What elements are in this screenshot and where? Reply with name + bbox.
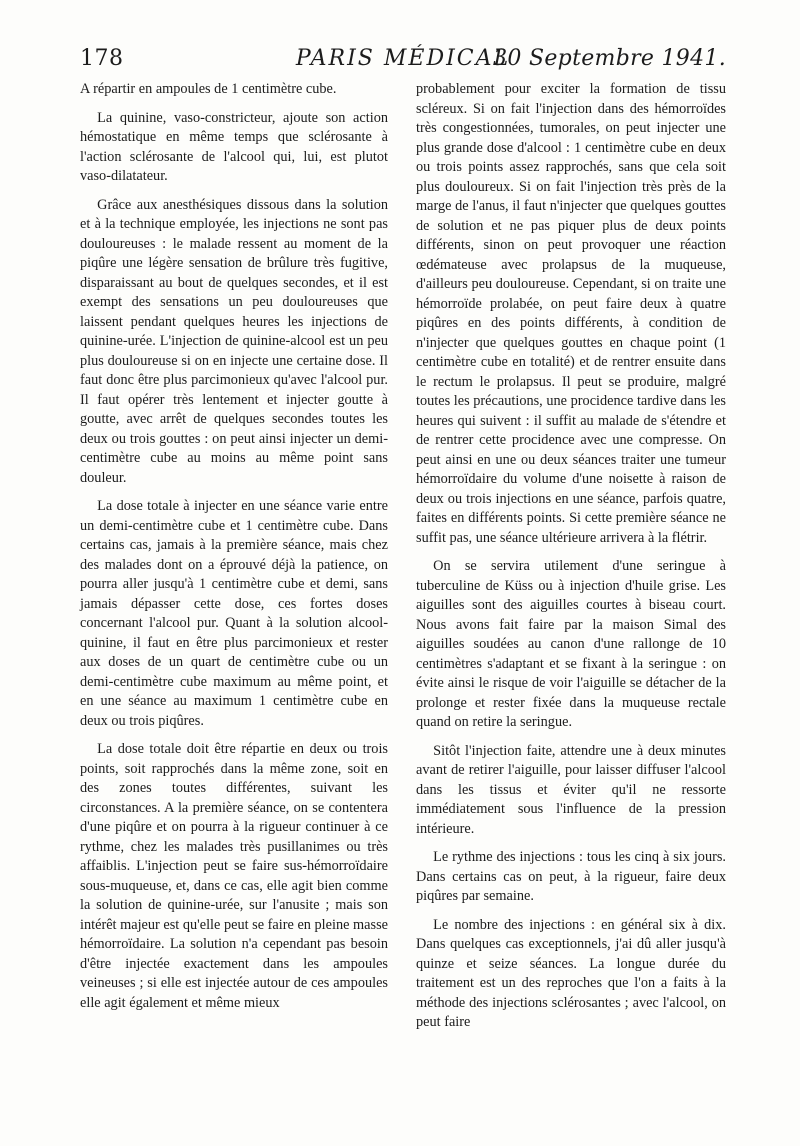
left-column	[80, 80, 388, 1022]
paragraph: La dose totale à injecter en une séance varie entre un demi-centimètre cube et 1 centimètre cube. Dans certains cas, jamais à la première séance, mais chez des malades dont on a éprouvé déjà la patience, on pourra aller jusqu'à 1 centimètre cube et demi, sans jamais dépasser cette dose, ces fortes doses concernant l'alcool pur. Quant à la solution alcool-quinine, il faut en être plus parcimonieux et rester aux doses de un quart de centimètre cube ou un demi-centimètre cube maximum au même point, et en une séance au maximum 1 centimètre cube en deux ou trois piqûres.	[80, 498, 388, 729]
paragraph: La dose totale doit être répartie en deux ou trois points, soit rapprochés dans la même zone, soit en des zones toutes différentes, suivant les circonstances. A la première séance, on se contentera d'une piqûre et on pourra à la rigueur continuer à ce rythme, chez les malades très pusillanimes ou très affaiblis. L'injection peut se faire sus-hémorroïdaire sous-muqueuse, et, dans ce cas, elle agit bien comme la solution de quinine-urée, sur l'anusite ; mais son intérêt majeur est qu'elle peut se faire en pleine masse hémorroïdaire. La solution n'a cependant pas besoin d'être injectée exactement dans les ampoules veineuses ; si elle est injectée autour de ces ampoules elle agit également et même mieux	[80, 741, 388, 1011]
paragraph: On se servira utilement d'une seringue à tuberculine de Küss ou à injection d'huile grise. Les aiguilles sont des aiguilles courtes à biseau court. Nous avons fait faire par la maison Simal des aiguilles soudées au canon d'une rallonge de 10 centimètres s'adaptant et se fixant à la seringue : on évite ainsi le risque de voir l'aiguille se détacher de la prolonge et rester fixée dans la muqueuse rectale quand on retire la seringue.	[416, 558, 726, 730]
right-column	[416, 80, 726, 1042]
paragraph: Le nombre des injections : en général six à dix. Dans quelques cas exceptionnels, j'ai dû aller jusqu'à quinze et seize séances. La longue durée du traitement est un des reproches que l'on a faits à la méthode des injections sclérosantes ; avec l'alcool, on peut faire	[416, 916, 726, 1030]
paragraph: Le rythme des injections : tous les cinq à six jours. Dans certains cas on peut, à la rigueur, faire deux piqûres par semaine.	[416, 849, 726, 904]
paragraph: Sitôt l'injection faite, attendre une à deux minutes avant de retirer l'aiguille, pour laisser diffuser l'alcool dans les tissus et éviter qu'il ne ressorte immédiatement sous l'influence de la pression intérieure.	[416, 742, 726, 837]
running-head	[80, 46, 726, 76]
paragraph: A répartir en ampoules de 1 centimètre cube.	[80, 81, 337, 97]
page-number: 178	[80, 46, 124, 71]
issue-date: 30 Septembre 1941.	[493, 46, 726, 71]
journal-title: PARIS MÉDICAL	[295, 46, 511, 71]
paragraph: La quinine, vaso-constricteur, ajoute son action hémostatique en même temps que sclérosante à l'action sclérosante de l'alcool qui, lui, est plutot vaso-dilatateur.	[80, 109, 388, 184]
paragraph: Grâce aux anesthésiques dissous dans la solution et à la technique employée, les injections ne sont pas douloureuses : le malade ressent au moment de la piqûre une légère sensation de brûlure très fugitive, disparaissant au bout de quelques secondes, et il est exempt des sensations un peu douloureuses que laissent pendant quelques heures les injections de quinine-urée. L'injection de quinine-alcool est un peu plus douloureuse si on en injecte une certaine dose. Il faut donc être plus parcimonieux qu'avec l'alcool pur. Il faut opérer très lentement et injecter goutte à goutte, avec arrêt de quelques secondes toutes les deux ou trois gouttes : on peut ainsi injecter un demi-centimètre cube au moins au même point sans douleur.	[80, 196, 388, 486]
paragraph: probablement pour exciter la formation de tissu scléreux. Si on fait l'injection dans des hémorroïdes très congestionnées, tumorales, on peut injecter une plus grande dose d'alcool : 1 centimètre cube en deux ou trois points assez rapprochés, sans que cela soit plus douloureux. Si on fait l'injection très près de la marge de l'anus, il faut n'injecter que quelques gouttes de solution et ne pas piquer plus de deux points différents, sinon on peut provoquer une réaction œdémateuse avec prolapsus de la muqueuse, d'ailleurs peu douloureuse. Cependant, si on traite une hémorroïde prolabée, on peut faire deux à quatre piqûres en des points différents, à condition de n'injecter que quelques gouttes en chaque point (1 centimètre cube en totalité) et de rentrer ensuite dans le rectum le prolapsus. Il peut se produire, malgré toutes les précautions, une procidence tardive dans les heures qui suivent : il suffit au malade de s'étendre et de rentrer cette procidence avec une compresse. On peut ainsi en une ou deux séances traiter une tumeur hémorroïdaire du volume d'une noisette à raison de deux ou trois injections en une séance, parfois quatre, faites en différents points. Si cette première séance ne suffit pas, une séance ultérieure arrivera à la flétrir.	[416, 81, 726, 546]
